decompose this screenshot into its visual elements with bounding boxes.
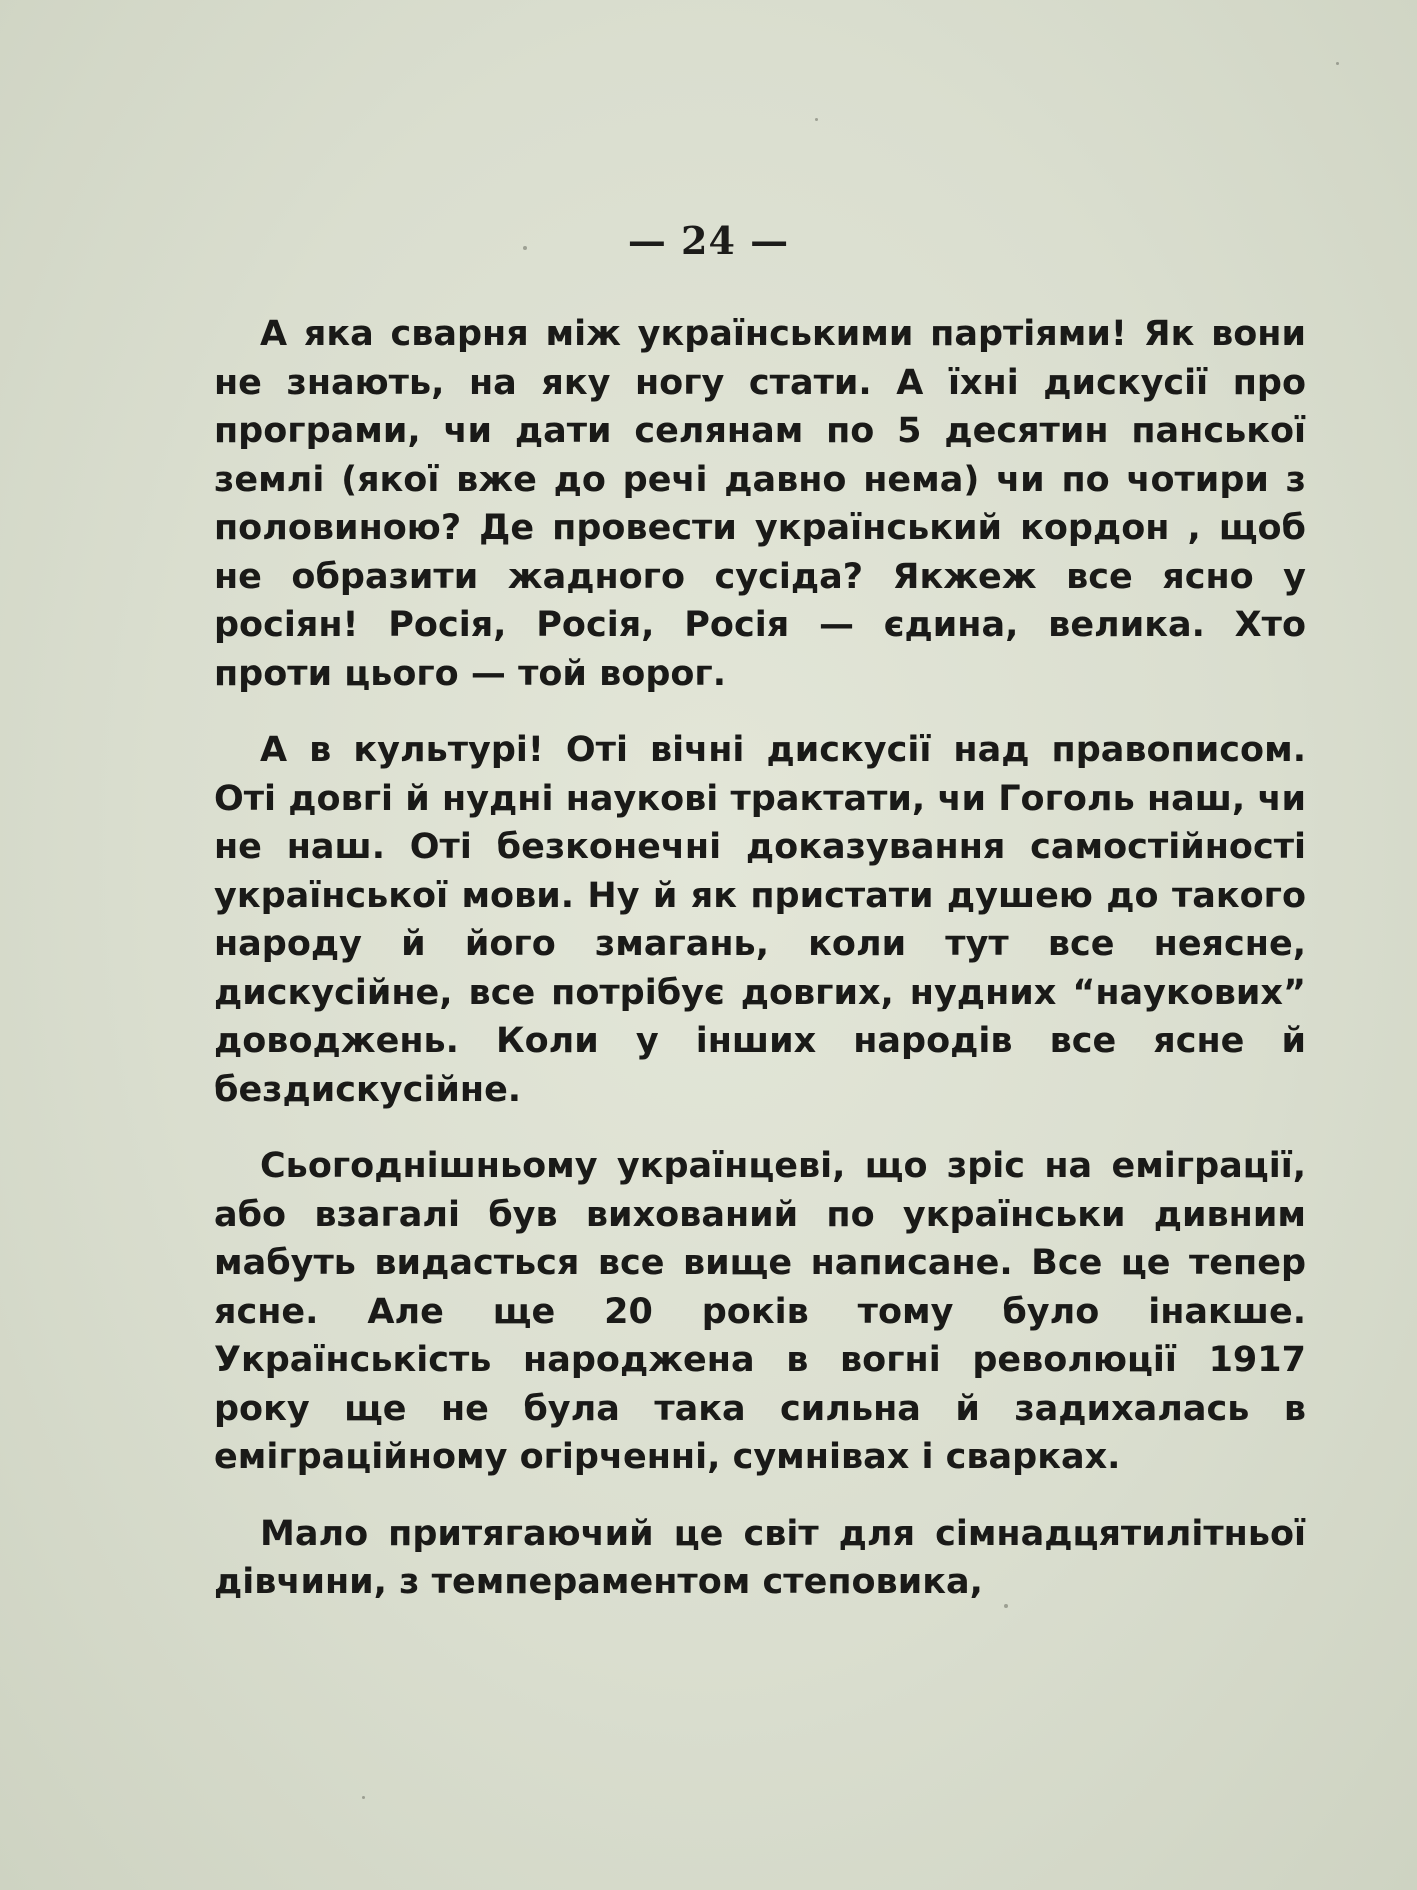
paper-speck <box>1336 62 1339 65</box>
paragraph-1: А яка сварня між українськими партіями! Як вони не знають, на яку ногу стати. А їхні дискусії про програми, чи дати селянам по 5 десятин панської землі (якої вже до речі давно нема) чи по чотири з половиною? Де провести український кордон , щоб не образити жадного сусіда? Якжеж все ясно у росіян! Росія, Росія, Росія — єдина, велика. Хто проти цього — той ворог. <box>214 314 1306 694</box>
paper-speck <box>523 246 527 250</box>
paper-speck <box>362 1796 365 1799</box>
body-text <box>214 310 1306 1635</box>
paragraph-4: Мало притягаючий це світ для сімнадцятилітньої дівчини, з темпераментом степовика, <box>214 1513 1306 1602</box>
paper-speck <box>815 118 818 121</box>
paper-speck <box>1004 1604 1008 1608</box>
paragraph-2: А в культурі! Оті вічні дискусії над правописом. Оті довгі й нудні наукові трактати, чи Гоголь наш, чи не наш. Оті безконечні доказування самостійності української мови. Ну й як пристати душею до такого народу й його змагань, коли тут все неясне, дискусійне, все потрібує довгих, нудних “наукових” доводжень. Коли у інших народів все ясне й бездискусійне. <box>214 730 1306 1110</box>
page-number: — 24 — <box>627 218 790 263</box>
paragraph-3: Сьогоднішньому українцеві, що зріс на еміграції, або взагалі був вихований по українськи дивним мабуть видасться все вище написане. Все це тепер ясне. Але ще 20 років тому було інакше. Українськість народжена в вогні революції 1917 року ще не була така сильна й задихалась в еміграційному огірченні, сумнівах і сварках. <box>214 1146 1306 1477</box>
